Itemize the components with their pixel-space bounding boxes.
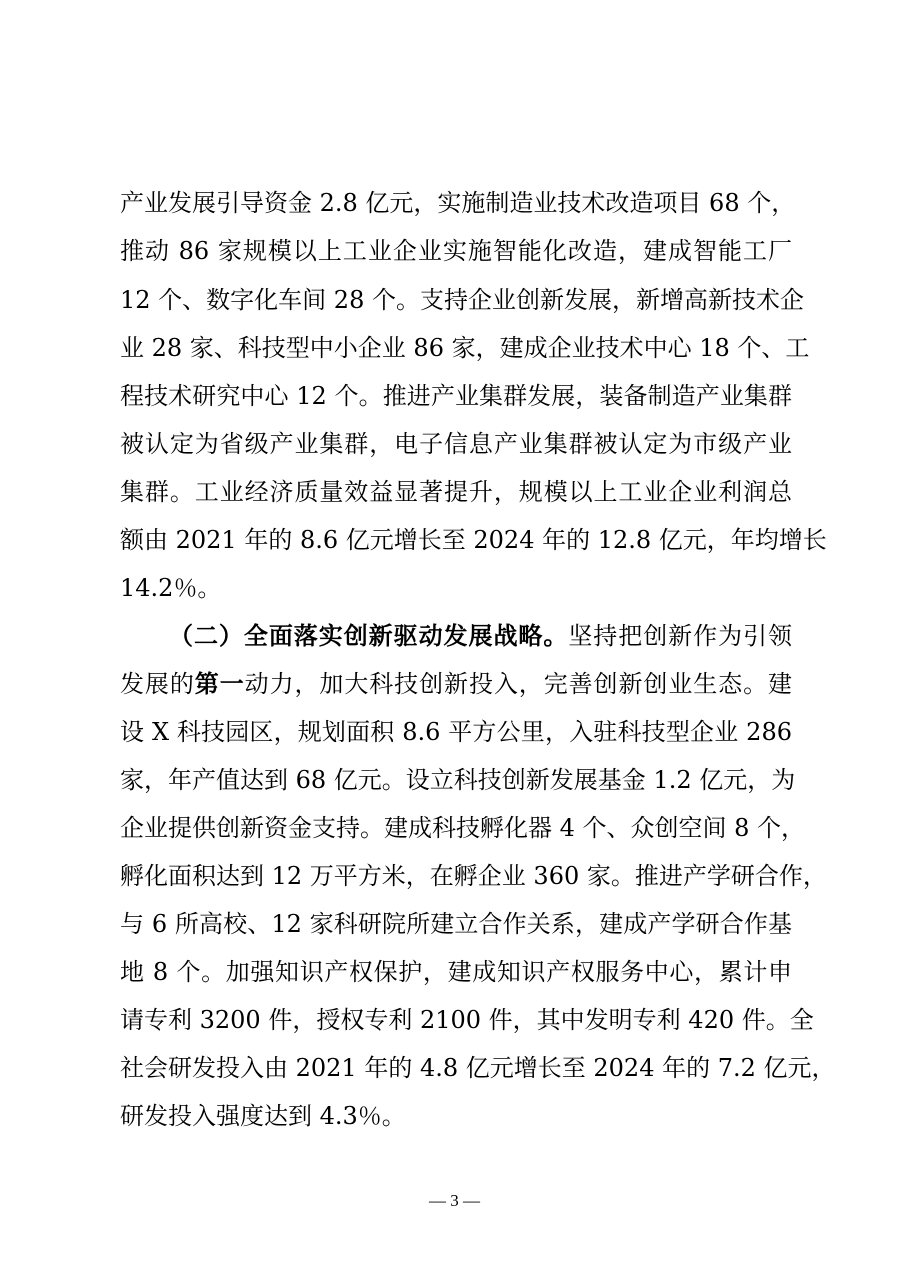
paragraph-2-line-10: 社会研发投入由 2021 年的 4.8 亿元增长至 2024 年的 7.2 亿元， [120, 1054, 836, 1082]
paragraph-1-line-8: 额由 2021 年的 8.6 亿元增长至 2024 年的 12.8 亿元，年均增长 [120, 526, 827, 554]
paragraph-1-line-2: 推动 86 家规模以上工业企业实施智能化改造，建成智能工厂 [120, 237, 792, 265]
paragraph-2-line-5: 企业提供创新资金支持。建成科技孵化器 4 个、众创空间 8 个， [120, 814, 806, 842]
paragraph-2-line-11: 研发投入强度达到 4.3％。 [120, 1102, 406, 1130]
paragraph-1-line-1: 产业发展引导资金 2.8 亿元，实施制造业技术改造项目 68 个， [120, 189, 796, 217]
paragraph-2-line-9: 请专利 3200 件，授权专利 2100 件，其中发明专利 420 件。全 [120, 1006, 814, 1034]
paragraph-2-line-8: 地 8 个。加强知识产权保护，建成知识产权服务中心，累计申 [120, 958, 792, 986]
paragraph-1-line-4: 业 28 家、科技型中小企业 86 家，建成企业技术中心 18 个、工 [120, 334, 810, 362]
paragraph-1-line-3: 12 个、数字化车间 28 个。支持企业创新发展，新增高新技术企 [120, 286, 804, 314]
paragraph-2-line-6: 孵化面积达到 12 万平方米，在孵企业 360 家。推进产学研合作， [120, 862, 827, 890]
paragraph-1-line-5: 程技术研究中心 12 个。推进产业集群发展，装备制造产业集群 [120, 382, 792, 410]
paragraph-1-line-7: 集群。工业经济质量效益显著提升，规模以上工业企业利润总 [120, 478, 792, 506]
paragraph-1-line-6: 被认定为省级产业集群，电子信息产业集群被认定为市级产业 [120, 430, 792, 458]
paragraph-2-line-2-pre: 发展的 [120, 670, 195, 698]
paragraph-1-line-9: 14.2％。 [120, 574, 222, 602]
paragraph-2-line-3: 设 X 科技园区，规划面积 8.6 平方公里，入驻科技型企业 286 [120, 718, 792, 746]
paragraph-2-line-7: 与 6 所高校、12 家科研院所建立合作关系，建成产学研合作基 [120, 910, 792, 938]
paragraph-2-line-4: 家，年产值达到 68 亿元。设立科技创新发展基金 1.2 亿元，为 [120, 766, 796, 794]
page-number: — 3 — [429, 1191, 480, 1210]
emphasis-first: 第一 [194, 669, 245, 698]
paragraph-2-line-1-rest: 坚持把创新作为引领 [568, 622, 793, 650]
paragraph-2-line-2 [120, 669, 792, 699]
paragraph-2-line-2-post: 动力，加大科技创新投入，完善创新创业生态。建 [244, 670, 793, 698]
section-heading: （二）全面落实创新驱动发展战略。 [169, 621, 569, 650]
paragraph-2-line-1 [169, 621, 792, 651]
